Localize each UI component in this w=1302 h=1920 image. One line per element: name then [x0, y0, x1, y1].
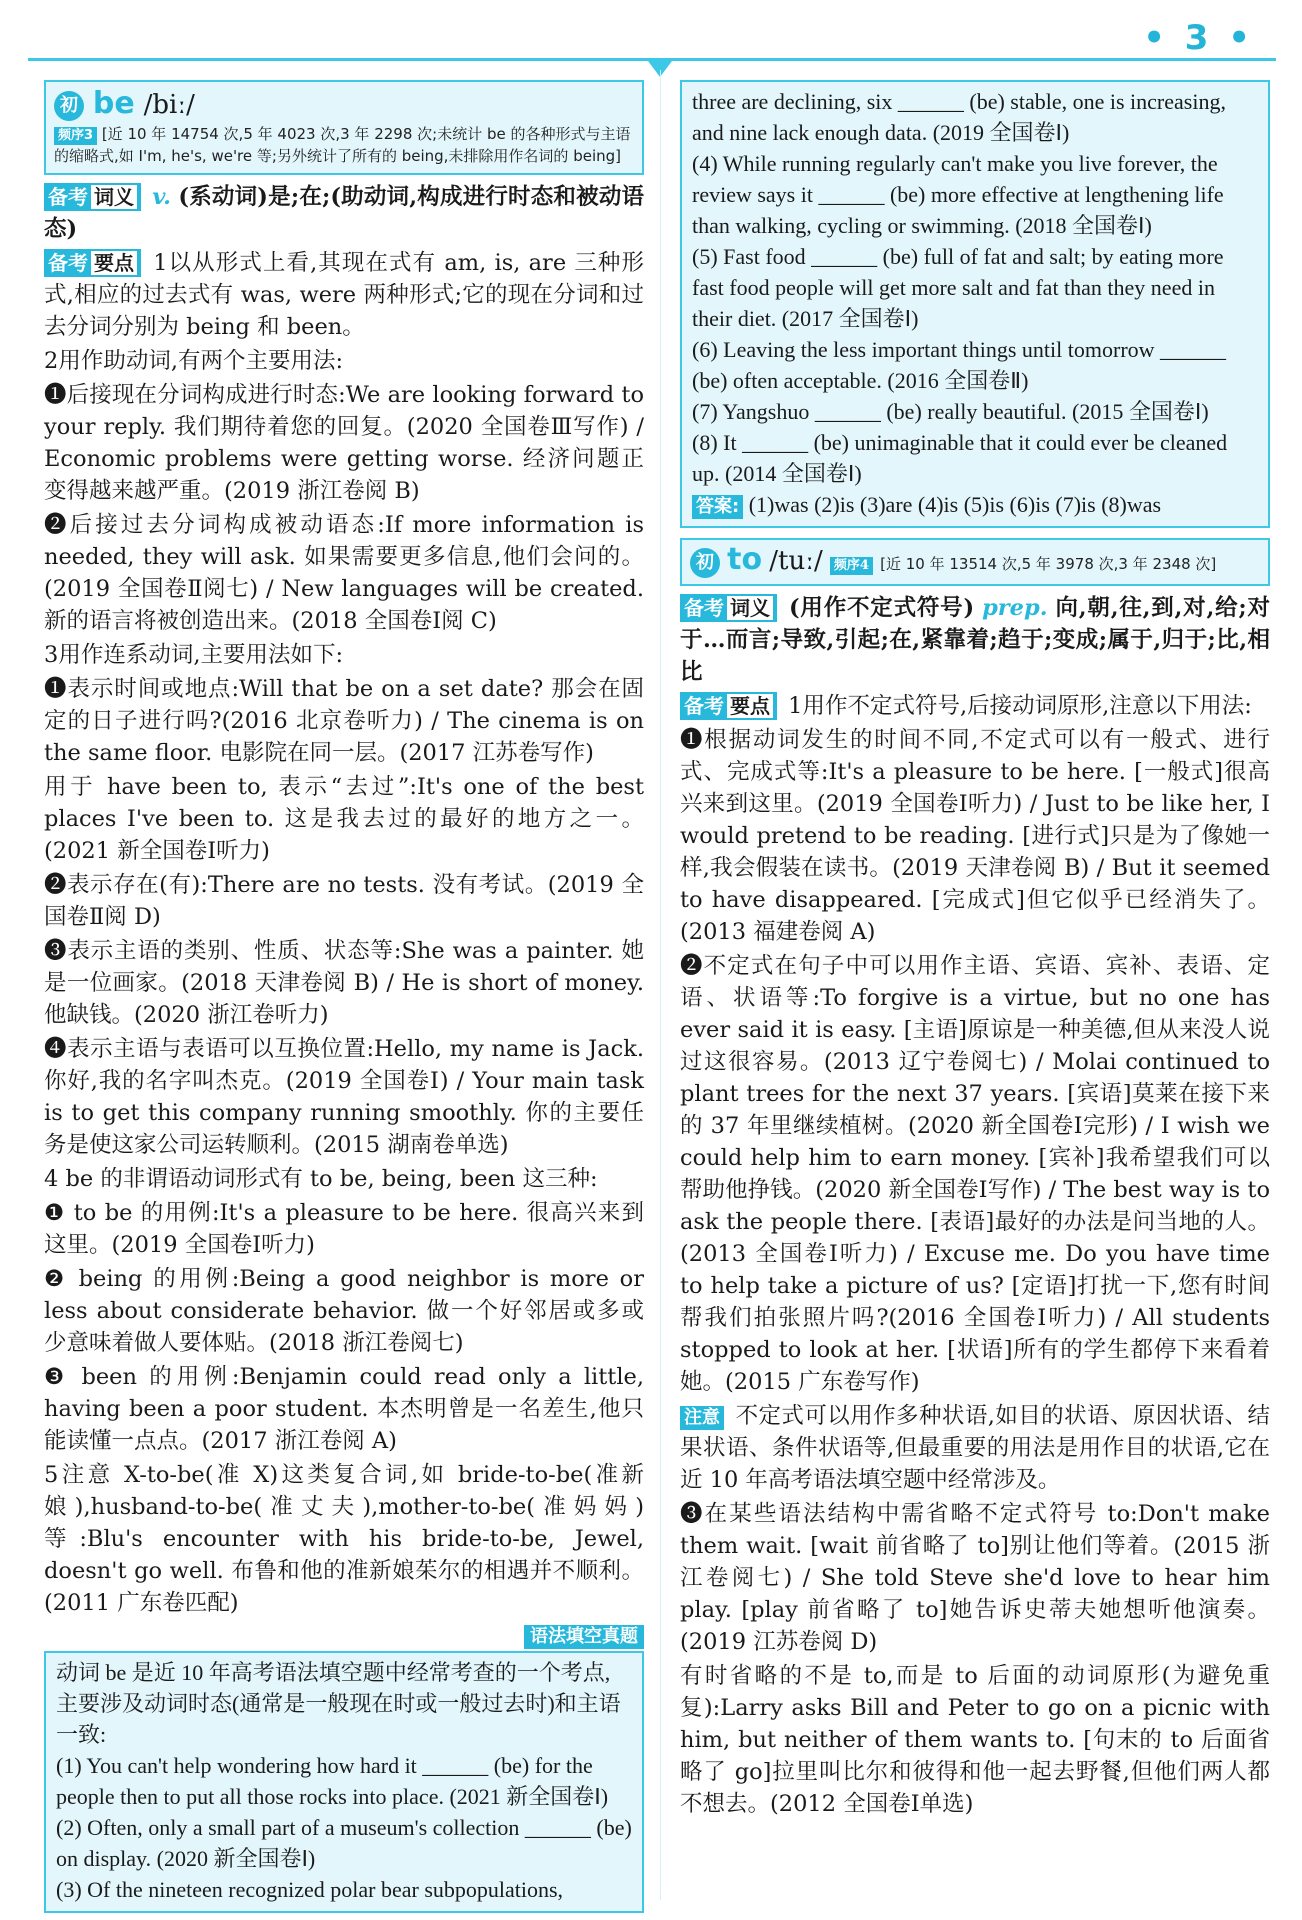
meaning-tag: 备考 词义: [44, 183, 141, 211]
part-of-speech: prep.: [982, 595, 1048, 621]
exercise-item: (6) Leaving the less important things until tomorrow ______ (be) often acceptable. (2016 全国卷Ⅱ): [692, 337, 1227, 393]
exercise-item: (2) Often, only a small part of a museum's collection ______ (be) on display. (2020 新全国卷Ⅰ): [56, 1815, 632, 1871]
answer-text: (1)was (2)is (3)are (4)is (5)is (6)is (7)is (8)was: [748, 492, 1162, 517]
paragraph: ❷后接过去分词构成被动语态:If more information is needed, they will ask. 如果需要更多信息,他们会问的。(2019 全国卷Ⅱ阅七) / New languages will be created. 新的语言将被创造出来。(2018 全国卷Ⅰ阅 C): [44, 512, 644, 634]
exercise-header: 语法填空真题: [44, 1619, 644, 1651]
entry-head-to: [680, 538, 1270, 586]
entry-mark: 初: [690, 548, 720, 578]
entry-word: be: [92, 86, 135, 121]
paragraph: 1以从形式上看,其现在式有 am, is, are 三种形式,相应的过去式有 was, were 两种形式;它的现在分词和过去分词分别为 being 和 been。: [44, 250, 645, 340]
exercise-item: (5) Fast food ______ (be) full of fat and salt; by eating more fast food people will get more salt and fat than they need in their diet. (2017 全国卷Ⅰ): [692, 244, 1224, 331]
exercise-item: (8) It ______ (be) unimaginable that it could ever be cleaned up. (2014 全国卷Ⅰ): [692, 430, 1228, 486]
exercise-item: (7) Yangshuo ______ (be) really beautiful. (2015 全国卷Ⅰ): [692, 399, 1209, 424]
exercise-item: (1) You can't help wondering how hard it ______ (be) for the people then to put all those rocks into place. (2021 新全国卷Ⅰ): [56, 1753, 609, 1809]
meaning-tag: 备考 词义: [680, 594, 777, 622]
exercise-item: (4) While running regularly can't make you live forever, the review says it ______ (be) more effective at lengthening life than walking, cycling or swimming. (2018 全国卷Ⅰ): [692, 151, 1224, 238]
column-divider: [660, 70, 661, 1900]
entry-phonetic: /biː/: [143, 90, 195, 120]
part-of-speech: v.: [152, 184, 172, 210]
paragraph: 5注意 X-to-be(准 X)这类复合词,如 bride-to-be(准新娘),husband-to-be(准丈夫),mother-to-be(准妈妈)等:Blu's encounter with his bride-to-be, Jewel, doesn't go well. 布鲁和他的准新娘茱尔的相遇并不顺利。(2011 广东卷匹配): [44, 1462, 644, 1616]
paragraph: ❸ been 的用例:Benjamin could read only a little, having been a poor student. 本杰明曾是一名差生,他只能读懂一点点。(2017 浙江卷阅 A): [44, 1364, 644, 1454]
exercise-box-continued: [680, 80, 1270, 528]
paragraph: 3用作连系动词,主要用法如下:: [44, 642, 344, 668]
points-section: [44, 247, 644, 343]
frequency-rank: 频序3: [54, 127, 97, 145]
meaning-section: [44, 181, 644, 245]
meaning-prefix: (用作不定式符号): [788, 595, 975, 621]
exercise-item: three are declining, six ______ (be) stable, one is increasing, and nine lack enough data. (2019 全国卷Ⅰ): [692, 89, 1226, 145]
answer-label: 答案:: [692, 495, 743, 519]
paragraph: ❷ being 的用例:Being a good neighbor is more or less about considerate behavior. 做一个好邻居或多或少意味着做人要体贴。(2018 浙江卷阅七): [44, 1266, 644, 1356]
entry-mark: 初: [54, 91, 84, 121]
exercise-item: (3) Of the nineteen recognized polar bear subpopulations,: [56, 1877, 564, 1902]
paragraph: ❸在某些语法结构中需省略不定式符号 to:Don't make them wait. [wait 前省略了 to]别让他们等着。(2015 浙江卷阅七) / She told Steve she'd love to hear him play. [play 前省略了 to]她告诉史蒂夫她想听他演奏。(2019 江苏卷阅 D): [680, 1501, 1270, 1655]
paragraph: ❶表示时间或地点:Will that be on a set date? 那会在固定的日子进行吗?(2016 北京卷听力) / The cinema is on the same floor. 电影院在同一层。(2017 江苏卷写作): [44, 676, 644, 766]
paragraph: ❶根据动词发生的时间不同,不定式可以有一般式、进行式、完成式等:It's a pleasure to be here. [一般式]很高兴来到这里。(2019 全国卷Ⅰ听力) / Just to be like her, I would pretend to be reading. [进行式]只是为了像她一样,我会假装在读书。(2019 天津卷阅 B) / But it seemed to have disappeared. [完成式]但它似乎已经消失了。(2013 福建卷阅 A): [680, 727, 1270, 945]
frequency-rank: 频序4: [830, 557, 873, 575]
exercise-box: [44, 1651, 644, 1913]
meaning-text: 向,朝,往,到,对,给;对于…而言;导致,引起;在,紧靠着;趋于;变成;属于,归于;比,相比: [680, 595, 1270, 685]
answer-line: [692, 489, 1258, 520]
paragraph: ❹表示主语与表语可以互换位置:Hello, my name is Jack. 你好,我的名字叫杰克。(2019 全国卷Ⅰ) / Your main task is to get this company running smoothly. 你的主要任务是使这家公司运转顺利。(2015 湖南卷单选): [44, 1036, 644, 1158]
frequency-text: [近 10 年 14754 次,5 年 4023 次,3 年 2298 次;未统计 be 的各种形式与主语的缩略式,如 I'm, he's, we're 等;另外统计了所有的 being,未排除用作名词的 being]: [54, 125, 631, 165]
paragraph: 4 be 的非谓语动词形式有 to be, being, been 这三种:: [44, 1166, 598, 1192]
right-column: [680, 80, 1270, 1822]
entry-head-be: [44, 80, 644, 175]
points-tag: 备考 要点: [680, 692, 777, 720]
note-label: 注意: [680, 1406, 724, 1430]
points-tag: 备考 要点: [44, 249, 141, 277]
entry-phonetic: /tuː/: [769, 546, 823, 576]
paragraph: ❷不定式在句子中可以用作主语、宾语、宾补、表语、定语、状语等:To forgive is a virtue, but no one has ever said it is easy. [主语]原谅是一种美德,但从来没人说过这很容易。(2013 辽宁卷阅七) / Molai continued to plant trees for the next 37 years. [宾语]莫莱在接下来的 37 年里继续植树。(2020 新全国卷Ⅰ完形) / I wish we could help him to earn money. [宾补]我希望我们可以帮助他挣钱。(2020 新全国卷Ⅰ写作) / The best way is to ask the people there. [表语]最好的办法是问当地的人。(2013 全国卷Ⅰ听力) / Excuse me. Do you have time to help take a picture of us? [定语]打扰一下,您有时间帮我们拍张照片吗?(2016 全国卷Ⅰ听力) / All students stopped to look at her. [状语]所有的学生都停下来看着她。(2015 广东卷写作): [680, 953, 1270, 1395]
points-section: [680, 690, 1270, 722]
paragraph: ❶ to be 的用例:It's a pleasure to be here. 很高兴来到这里。(2019 全国卷Ⅰ听力): [44, 1200, 644, 1258]
page-number: • 3 •: [1143, 18, 1254, 58]
note-text: 不定式可以用作多种状语,如目的状语、原因状语、结果状语、条件状语等,但最重要的用法是用作目的状语,它在近 10 年高考语法填空题中经常涉及。: [680, 1403, 1270, 1493]
entry-word: to: [727, 542, 763, 577]
paragraph: ❷表示存在(有):There are no tests. 没有考试。(2019 全国卷Ⅱ阅 D): [44, 872, 644, 930]
meaning-text: (系动词)是;在;(助动词,构成进行时态和被动语态): [44, 184, 645, 242]
paragraph: 2用作助动词,有两个主要用法:: [44, 348, 344, 374]
paragraph: ❸表示主语的类别、性质、状态等:She was a painter. 她是一位画家。(2018 天津卷阅 B) / He is short of money. 他缺钱。(2020 浙江卷听力): [44, 938, 644, 1028]
frequency-text: [近 10 年 13514 次,5 年 3978 次,3 年 2348 次]: [880, 555, 1217, 573]
exercise-intro: 动词 be 是近 10 年高考语法填空题中经常考查的一个考点,主要涉及动词时态(通常是一般现在时或一般过去时)和主语一致:: [56, 1660, 621, 1747]
paragraph: 用于 have been to, 表示“去过”:It's one of the best places I've been to. 这是我去过的最好的地方之一。(2021 新全国卷Ⅰ听力): [44, 774, 644, 864]
left-column: [44, 80, 644, 1913]
paragraph: 有时省略的不是 to,而是 to 后面的动词原形(为避免重复):Larry asks Bill and Peter to go on a picnic with him, but neither of them wants to. [句末的 to 后面省略了 go]拉里叫比尔和彼得和他一起去野餐,但他们两人都不想去。(2012 全国卷Ⅰ单选): [680, 1663, 1270, 1817]
meaning-section: [680, 592, 1270, 688]
paragraph: ❶后接现在分词构成进行时态:We are looking forward to your reply. 我们期待着您的回复。(2020 全国卷Ⅲ写作) / Economic problems were getting worse. 经济问题正变得越来越严重。(2019 浙江卷阅 B): [44, 382, 644, 504]
note-section: [680, 1400, 1270, 1496]
paragraph: 1用作不定式符号,后接动词原形,注意以下用法:: [788, 693, 1252, 719]
